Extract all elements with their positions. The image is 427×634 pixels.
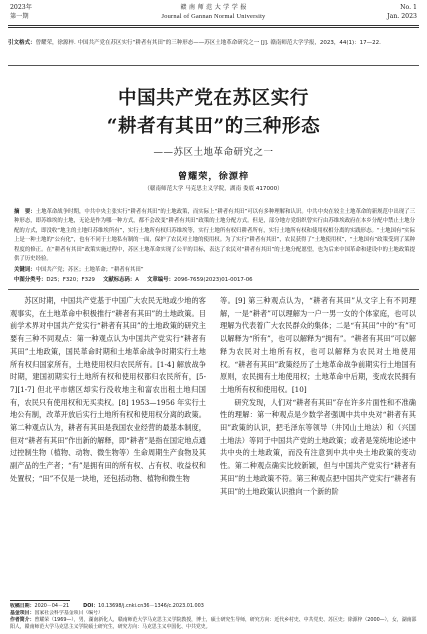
body-paragraph: 研究发现，人们对“耕者有其田”存在许多片面性和不准确性的理解：第一种观点是少数学者强调中共中央对“耕者有其田”政策的认识，把毛泽东等领导（井冈山土地法）和（兴国土地法）等同于中国共产党的土地政策；或者是笼统地论述中共中央的土地政策，而没有注意到中共中央土地政策的变动性。第二种观点确实比较新颖，但与中国共产党实行“耕者有其田”的土地政策不符。第三种观点把中国共产党实行“耕者有其田”的土地政策认识推向一个新的阶: [220, 397, 416, 496]
keywords-text: 中国共产党；苏区；土地革命；“耕者有其田”: [35, 267, 144, 273]
body-paragraph-continued: 等。[9] 第三种观点认为，“耕者有其田”从文字上有不同理解，一是“耕者”可以理解为一户一男一女的个体家庭，也可以理解为代表着广大农民群众的集体；二是“有其田”中的“有”可以解释为“所有”，也可以解释为“拥有”。“耕者有其田”可以解释为农民对土地所有权，也可以解释为农民对土地使用权。“耕者有其田”政策经历了土地革命战争前期实行土地国有原则，农民拥有土地使用权；土地革命中后期，变成农民拥有土地所有权和使用权。[10]: [220, 296, 416, 394]
header-issue: 第一期: [10, 13, 29, 20]
article-title-line1: 中国共产党在苏区实行: [117, 88, 309, 109]
doc-code-value: A: [135, 277, 139, 283]
author-bio-text: 曾耀荣（1969—），男，湖南新化人，赣南师范大学马克思主义学院教授，博士，硕士研究生导师，研究方向：近代乡村史、中共党史、苏区史；徐源梓（2000—），女，湖南邵阳人，赣南师范大学马克思主义学院硕士研究生，研究方向：马克思主义中国化、中共党史。: [10, 617, 417, 630]
body-column-left: [10, 295, 206, 486]
footnote-author-bio: [10, 617, 417, 631]
keywords: [14, 266, 415, 275]
received-label: 收稿日期：: [10, 603, 35, 609]
author-affiliation: （赣南师范大学 马克思主义学院，湖南 娄底 417000）: [144, 186, 283, 192]
body-column-right: [220, 295, 416, 498]
header-rule: [8, 25, 419, 26]
fund-value: 国家社会科学基金项目（编号）: [34, 610, 103, 616]
article-id-value: 2096-7659(2023)01-0017-06: [173, 277, 253, 283]
received-date: 2020－04－21: [34, 603, 70, 609]
abstract-text: 土地革命战争时期，中共中央主张实行“耕者有其田”的土地政策，而实际上“耕者有其田”可以有多种理解和认识。中共中央在较主土地革命的新规范中出现了三种形态，即苏维埃的土地，无论是作为哪一种方式，都不会改变“耕者有其田”政策的土地分配方式。但是，部分地方党组织曾实行由苏维埃政府在本乡分配中禁止土地分配的方式，即没收“地主的土地归苏维埃所有”，实行土地所有权归苏维埃等，实行土地所有权归耕者所有，实行土地所有权和使用权相分离的实践形态。“土地国有”实际上是一种土地的“公有化”，也有不同于土地私有制的一面，保护了农民对土地的使用权。为了实行“耕者有其田”，农民获得了“土地使用权”，“土地国有”政策受到了某种程度的修正。在“耕者有其田”政策实施过程中，苏区土地革命实现了公平的目标，表达了农民对“耕者有其田”的土地分配愿望，也为后来中国革命和建设中的土地政策提供了历史经验。: [14, 209, 415, 263]
author-bio-label: 作者简介：: [10, 617, 35, 623]
doc-code-label: 文献标志码：: [102, 277, 136, 283]
abstract: [14, 208, 415, 264]
clc-label: 中图分类号：: [14, 277, 47, 283]
fund-label: 基金项目：: [10, 610, 35, 616]
header-number: No. 1: [400, 4, 417, 11]
footnote-rule: [10, 600, 70, 601]
header-right: [387, 3, 417, 21]
header-year: 2023年: [10, 4, 32, 11]
clc-value: D25；F320；F329: [46, 277, 95, 283]
author-names: 曾耀荣，徐源梓: [177, 171, 250, 182]
footnote-fund: [10, 610, 417, 617]
footnote-received-doi: [10, 603, 417, 610]
header-center: [0, 3, 427, 21]
footnotes: [10, 603, 417, 631]
journal-name-en: Journal of Gannan Normal University: [161, 13, 266, 20]
citation-text: 曾耀荣，徐源梓. 中国共产党在苏区实行“耕者有其田”的三种形态——苏区土地革命研究之一 [J]. 赣南师范大学学报，2023，44(1)：17—22.: [35, 40, 381, 46]
keywords-label: 关键词：: [14, 267, 36, 273]
article-subtitle: ——苏区土地革命研究之一: [153, 147, 274, 158]
citation-rule: [8, 65, 419, 66]
doi-label: DOI：: [83, 603, 99, 609]
journal-name-cn: 赣 南 师 范 大 学 学 报: [180, 4, 247, 11]
citation-format: [8, 38, 419, 50]
body-paragraph: 苏区时期，中国共产党基于中国广大农民无地或少地的客观事实，在土地革命中积极推行“耕者有其田”的土地政策。目前学术界对中国共产党实行“耕者有其田”的土地政策的研究主要有三种不同观点：第一种观点认为中国共产党实行“耕者有其田”土地政策，国民革命时期和土地革命战争时期实行土地所有权归国家所有，土地使用权归农民所有。[1-4] 解放战争时期，建国初期实行土地所有权和使用权都归农民所有，[5-7][1-7] 但北平市辖区却实行没收地主和富农出租土地归国有，农民只有使用权和无买卖权。[8] 1953—1956 年实行土地公有制，改革开放后实行土地所有权和使用权分离的政策。第二种观点认为，耕者有其田是我国农业经营的最基本制度，但对“耕者有其田”作出新的解释，即“耕者”是指在国定地点通过控制生物（植物、动物、微生物等）生命周期生产食物及其副产品的生产者；“有”是拥有田的所有权、占有权、收益权和处置权；“田”不仅是一块地，还包括动物、植物和微生物: [10, 296, 206, 483]
doi-value: 10.13698/j.cnki.cn36－1346/c.2023.01.003: [98, 603, 204, 609]
classification-line: [14, 276, 415, 285]
header-date: Jan. 2023: [387, 13, 417, 20]
citation-label: 引文格式：: [8, 40, 36, 46]
article-id-label: 文章编号：: [147, 277, 174, 283]
abstract-rule: [8, 289, 419, 290]
article-title-line2: “耕者有其田”的三种形态: [106, 116, 321, 137]
header-rule-thin: [8, 27, 419, 28]
abstract-label: 摘 要：: [14, 209, 36, 215]
